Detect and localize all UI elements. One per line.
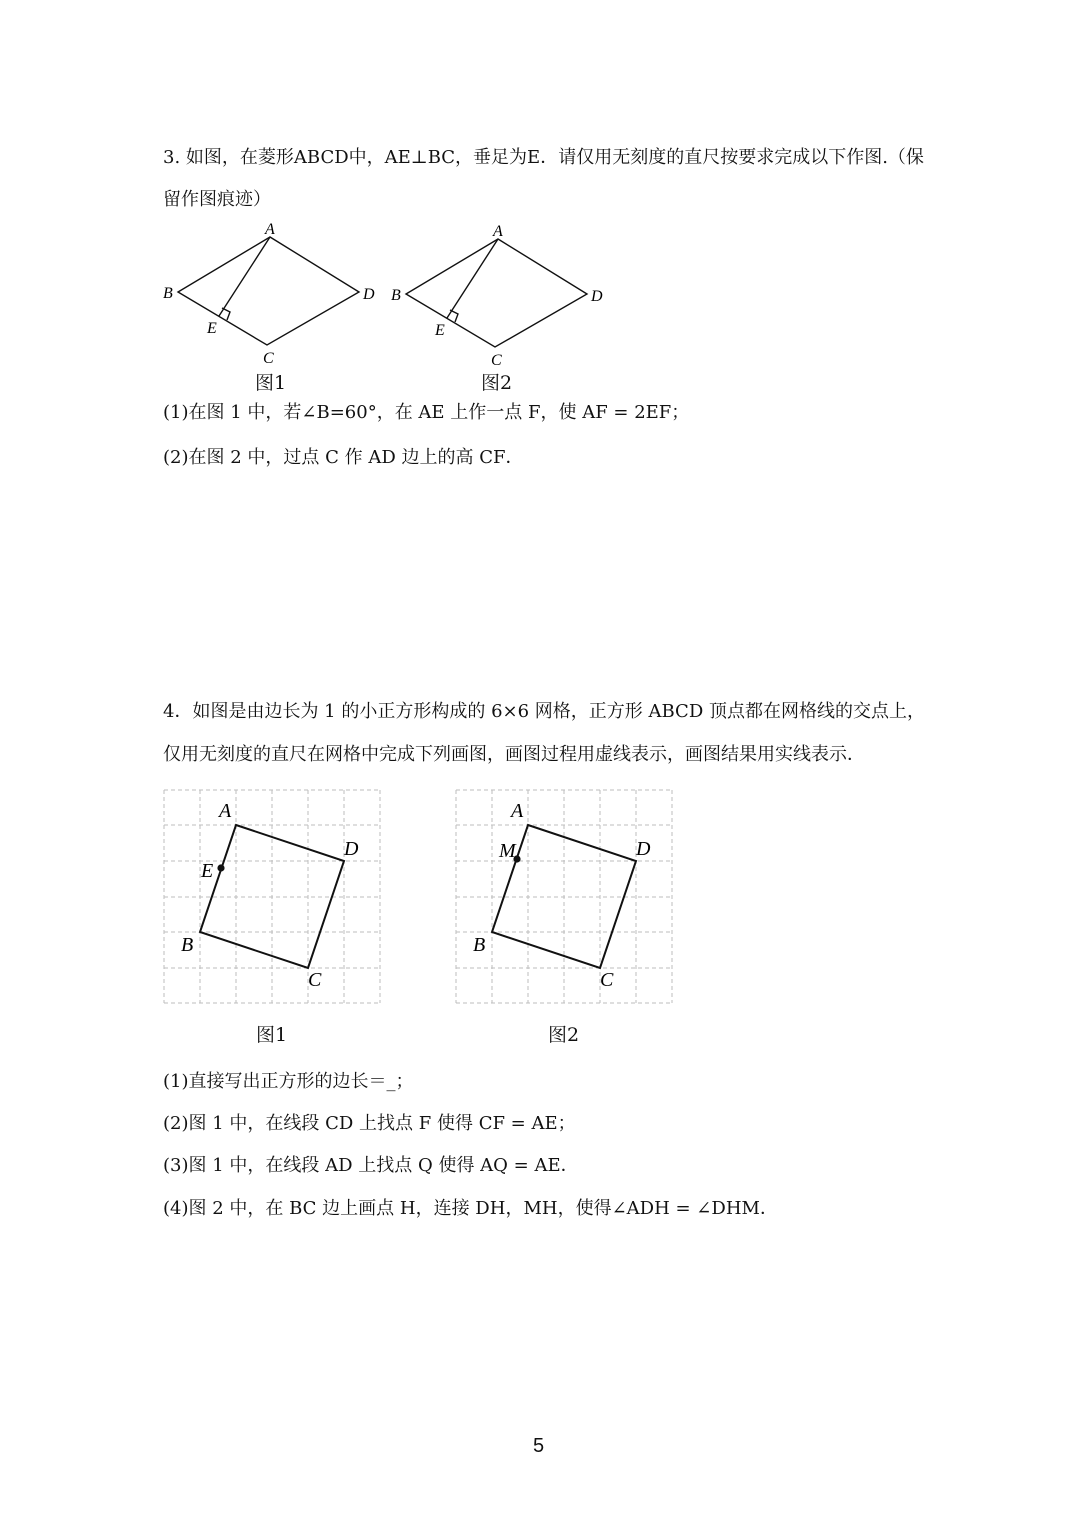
segment-ae: [447, 239, 498, 318]
problem4-intro-line2: 仅用无刻度的直尺在网格中完成下列画图，画图过程用虚线表示，画图结果用实线表示．: [163, 744, 865, 765]
label-a: A: [511, 800, 524, 822]
label-b: B: [181, 934, 194, 956]
label-e: E: [435, 322, 445, 339]
label-a: A: [265, 221, 275, 238]
problem3-q1: (1)在图 1 中，若∠B=60°，在 AE 上作一点 F，使 AF = 2EF；: [163, 402, 690, 423]
label-a: A: [493, 223, 503, 240]
problem3-intro-line2: 留作图痕迹）: [163, 189, 271, 210]
problem4-intro-line1: 4．如图是由边长为 1 的小正方形构成的 6×6 网格，正方形 ABCD 顶点都在网格线的交点上，: [163, 701, 925, 722]
label-c: C: [308, 969, 322, 991]
label-d: D: [591, 288, 603, 305]
label-b: B: [163, 285, 173, 302]
point-e: [217, 864, 224, 871]
label-d: D: [344, 838, 359, 860]
problem4-figure1: [155, 780, 395, 1015]
problem3-figure1: [155, 220, 385, 370]
grid-lines: [164, 790, 380, 1003]
label-b: B: [473, 934, 486, 956]
label-c: C: [600, 969, 614, 991]
rhombus-abcd: [406, 239, 587, 347]
problem4-fig2-caption: 图2: [548, 1024, 580, 1046]
rhombus-abcd: [178, 237, 359, 345]
segment-ae: [219, 237, 270, 316]
label-e: E: [207, 320, 217, 337]
label-c: C: [263, 350, 274, 367]
problem4-figure2: [447, 780, 687, 1015]
label-e: E: [201, 860, 214, 882]
problem3-intro-line1: 3. 如图，在菱形ABCD中，AE⊥BC，垂足为E．请仅用无刻度的直尺按要求完成以下作图.（保: [163, 147, 924, 168]
grid-lines: [456, 790, 672, 1003]
label-b: B: [391, 287, 401, 304]
problem3-figure2: [383, 222, 613, 372]
label-a: A: [219, 800, 232, 822]
label-d: D: [636, 838, 651, 860]
label-d: D: [363, 286, 375, 303]
problem4-q3: (3)图 1 中，在线段 AD 上找点 Q 使得 AQ = AE．: [163, 1155, 579, 1176]
problem3-fig2-caption: 图2: [481, 372, 513, 394]
problem4-fig1-caption: 图1: [256, 1024, 288, 1046]
problem4-q2: (2)图 1 中，在线段 CD 上找点 F 使得 CF = AE；: [163, 1113, 576, 1134]
problem3-q2: (2)在图 2 中，过点 C 作 AD 边上的高 CF．: [163, 447, 524, 468]
problem4-q4: (4)图 2 中，在 BC 边上画点 H，连接 DH，MH，使得∠ADH = ∠DHM．: [163, 1198, 778, 1219]
label-c: C: [491, 352, 502, 369]
problem4-q1: (1)直接写出正方形的边长＝_；: [163, 1071, 414, 1092]
page-number: 5: [533, 1435, 545, 1457]
label-m: M: [499, 840, 516, 862]
problem3-fig1-caption: 图1: [255, 372, 287, 394]
